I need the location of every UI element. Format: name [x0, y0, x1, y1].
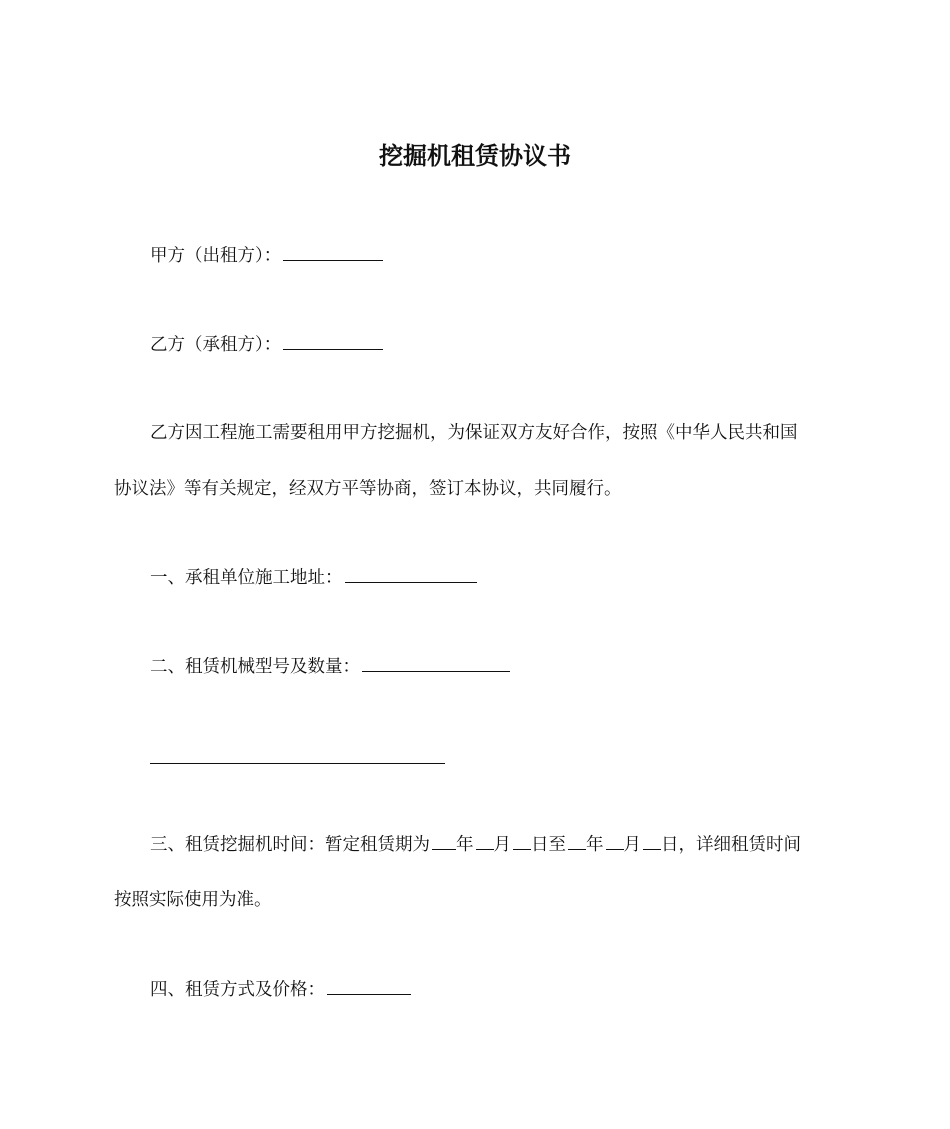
- clause-4-line: [150, 977, 411, 1002]
- clause-3-line1: [150, 832, 801, 857]
- document-title: 挖掘机租赁协议书: [379, 142, 571, 170]
- day-blank-2: [643, 832, 661, 850]
- day-label-2: 日，详细租赁时间: [661, 835, 801, 855]
- party-b-label: 乙方（承租方）：: [150, 335, 282, 355]
- clause-1-line: [150, 565, 477, 590]
- clause-1-label: 一、承租单位施工地址：: [150, 568, 343, 588]
- day-label-1: 日至: [531, 835, 566, 855]
- clause-4-label: 四、租赁方式及价格：: [150, 980, 325, 1000]
- intro-paragraph-line1: 乙方因工程施工需要租用甲方挖掘机，为保证双方友好合作，按照《中华人民共和国: [150, 423, 798, 443]
- clause-3-line2: 按照实际使用为准。: [114, 890, 272, 910]
- month-blank-2: [606, 832, 624, 850]
- party-b-line: [150, 332, 383, 357]
- year-label-1: 年: [456, 835, 474, 855]
- clause-2-line: [150, 654, 510, 679]
- year-blank-2: [568, 832, 586, 850]
- clause-2-continuation-blank: [150, 763, 445, 764]
- clause-3-text: 三、租赁挖掘机时间：暂定租赁期为: [150, 835, 430, 855]
- clause-4-blank: [327, 977, 411, 995]
- month-label-2: 月: [623, 835, 641, 855]
- year-label-2: 年: [586, 835, 604, 855]
- month-blank-1: [476, 832, 494, 850]
- month-label-1: 月: [493, 835, 511, 855]
- party-b-blank: [283, 332, 383, 350]
- intro-paragraph-line2: 协议法》等有关规定，经双方平等协商，签订本协议，共同履行。: [114, 479, 622, 499]
- clause-2-blank: [362, 654, 510, 672]
- clause-1-blank: [345, 565, 477, 583]
- party-a-line: [150, 243, 383, 268]
- clause-2-label: 二、租赁机械型号及数量：: [150, 657, 360, 677]
- party-a-blank: [283, 243, 383, 261]
- party-a-label: 甲方（出租方）：: [150, 246, 282, 266]
- year-blank-1: [432, 832, 456, 850]
- day-blank-1: [513, 832, 531, 850]
